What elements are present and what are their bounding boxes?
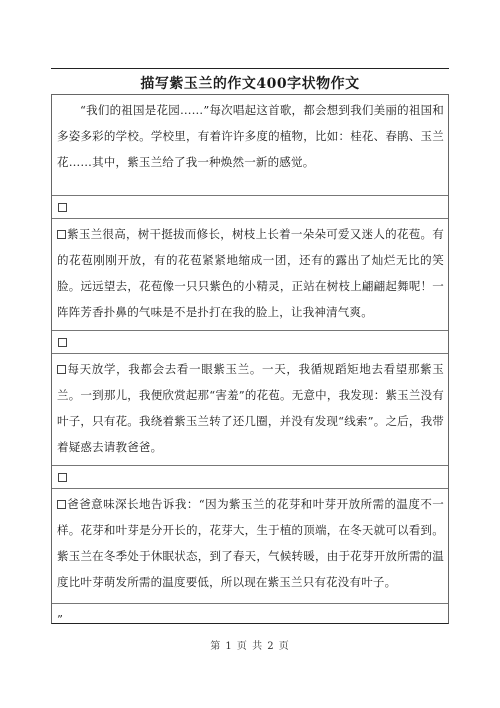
document-title: 描写紫玉兰的作文400字状物作文 [140,76,360,92]
page-footer: 第 1 页 共 2 页 [210,641,290,652]
paragraph-2: 紫玉兰很高，树干挺拔而修长，树枝上长着一朵朵可爱又迷人的花苞。有的花苞刚刚开放，有的花苞紧紧地缩成一团，还有的露出了灿烂无比的笑脸。远远望去，花苞像一只只紫色的小精灵，正站在树枝上翩翩起舞呢！一阵阵芳香扑鼻的气味是不是扑打在我的脸上，让我神清气爽。 [57,227,444,319]
empty-box-icon [58,203,67,212]
paragraph-row [52,354,448,466]
essay-grid [51,94,449,624]
closing-quote: ” [57,612,64,626]
paragraph-1: “我们的祖国是花园……”每次唱起这首歌，都会想到我们美丽的祖国和多姿多彩的学校。学校里，有着许许多度的植物，比如：桂花、春鹃、玉兰花……其中，紫玉兰给了我一种焕然一新的感觉。 [57,103,444,169]
empty-box-icon [58,473,67,482]
blank-row [52,196,448,219]
paragraph-row [52,604,448,634]
empty-box-icon [57,230,66,239]
blank-row [52,331,448,354]
blank-row [52,466,448,489]
paragraph-row [52,95,448,196]
document-sheet [51,68,449,624]
empty-box-icon [58,338,67,347]
paragraph-4: 爸爸意味深长地告诉我：“因为紫玉兰的花芽和叶芽开放所需的温度不一样。花芽和叶芽是分开长的，花芽大，生于植的顶端，在冬天就可以看到。紫玉兰在冬季处于休眠状态，到了春天，气候转暖，由于花芽开放所需的温度比叶芽萌发所需的温度要低，所以现在紫玉兰只有花没有叶子。 [57,497,444,589]
empty-box-icon [57,500,66,509]
paragraph-row [52,489,448,604]
paragraph-3: 每天放学，我都会去看一眼紫玉兰。一天，我循规蹈矩地去看望那紫玉兰。一到那儿，我便欣赏起那“害羞”的花苞。无意中，我发现：紫玉兰没有叶子，只有花。我绕着紫玉兰转了还几圈，并没有发现“线索”。之后，我带着疑惑去请教爸爸。 [57,362,444,454]
paragraph-row [52,219,448,331]
empty-box-icon [57,365,66,374]
title-rule [51,68,449,69]
